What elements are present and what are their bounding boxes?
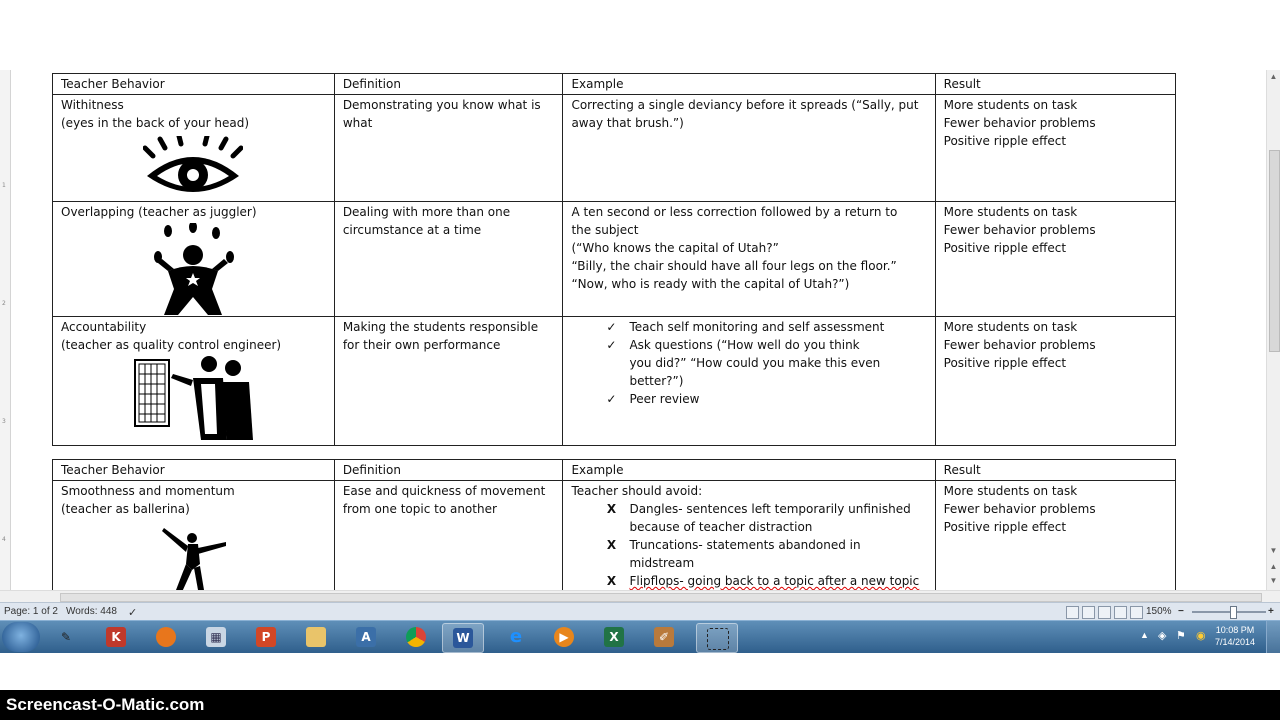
scroll-thumb[interactable] <box>1269 150 1280 352</box>
show-desktop-button[interactable] <box>1266 621 1280 653</box>
definition-cell[interactable] <box>334 95 563 202</box>
example-cell[interactable] <box>563 202 935 317</box>
list-item-text: midstream <box>629 556 695 570</box>
table-row-accountability <box>53 317 1176 446</box>
definition-line: Dealing with more than one <box>342 205 511 219</box>
example-line: (“Who knows the capital of Utah?” <box>571 241 779 255</box>
engineers-icon <box>131 354 255 440</box>
folder-icon <box>306 627 326 647</box>
result-cell[interactable] <box>935 202 1175 317</box>
result-line: More students on task <box>943 98 1078 112</box>
behavior-title: Accountability <box>61 320 147 334</box>
definition-line: Demonstrating you know what is <box>342 98 541 112</box>
list-item-text: Truncations- statements abandoned in <box>629 538 861 552</box>
result-line: Positive ripple effect <box>943 520 1067 534</box>
eye-icon <box>143 136 243 198</box>
page-count[interactable]: Page: 1 of 2 <box>4 606 58 617</box>
draft-icon[interactable] <box>1130 606 1143 619</box>
result-line: More students on task <box>943 484 1078 498</box>
behavior-title: Overlapping (teacher as juggler) <box>61 205 257 219</box>
example-cell[interactable] <box>563 317 935 446</box>
taskbar-app[interactable] <box>644 623 684 651</box>
behavior-table-2 <box>52 459 1176 590</box>
list-item <box>601 390 926 408</box>
ballerina-icon <box>158 524 228 590</box>
result-line: More students on task <box>943 320 1078 334</box>
print-layout-icon[interactable] <box>1066 606 1079 619</box>
result-line: Positive ripple effect <box>943 241 1067 255</box>
word-count[interactable]: Words: 448 <box>66 606 117 617</box>
zoom-slider[interactable] <box>1192 611 1266 613</box>
result-cell[interactable] <box>935 95 1175 202</box>
example-line: the subject <box>571 223 639 237</box>
zoom-level[interactable]: 150% <box>1146 606 1172 617</box>
example-cell[interactable] <box>563 95 935 202</box>
list-item-text: Flipflops- going back to a topic after a new topic <box>629 574 920 588</box>
vertical-ruler: 1 2 3 4 <box>0 70 11 590</box>
header-cell[interactable]: Teacher Behavior <box>53 460 335 481</box>
table-row-withitness <box>53 95 1176 202</box>
behavior-title: Withitness <box>61 98 124 112</box>
ie-icon: e <box>509 626 523 647</box>
x-mark-icon: X <box>606 574 617 588</box>
result-line: Fewer behavior problems <box>943 223 1096 237</box>
result-line: Fewer behavior problems <box>943 338 1096 352</box>
definition-line: what <box>342 116 373 130</box>
taskbar-app[interactable] <box>346 623 386 651</box>
full-screen-reading-icon[interactable] <box>1082 606 1095 619</box>
taskbar-app[interactable] <box>196 623 236 651</box>
taskbar-app[interactable] <box>246 623 286 651</box>
x-mark-icon: X <box>606 538 617 552</box>
taskbar-app[interactable] <box>146 623 186 651</box>
snipping-icon <box>707 628 729 650</box>
taskbar-app[interactable] <box>594 623 634 651</box>
previous-page-icon[interactable]: ▲ <box>1269 562 1278 571</box>
header-cell[interactable]: Result <box>935 74 1175 95</box>
paint-icon: ✐ <box>654 627 674 647</box>
header-cell[interactable]: Result <box>935 460 1175 481</box>
x-mark-icon: X <box>606 502 617 516</box>
example-line: “Now, who is ready with the capital of Utah?”) <box>571 277 850 291</box>
example-line: A ten second or less correction followed by a return to <box>571 205 898 219</box>
zoom-out-button[interactable]: − <box>1178 606 1184 617</box>
example-line: away that brush.”) <box>571 116 684 130</box>
list-item-text: better?”) <box>629 374 684 388</box>
list-item-text: Teach self monitoring and self assessment <box>629 320 885 334</box>
header-cell[interactable]: Example <box>563 74 935 95</box>
definition-line: from one topic to another <box>342 502 497 516</box>
header-cell[interactable]: Definition <box>334 74 563 95</box>
definition-line: for their own performance <box>342 338 501 352</box>
result-line: Fewer behavior problems <box>943 116 1096 130</box>
result-line: Positive ripple effect <box>943 356 1067 370</box>
list-item-text: you did?” “How could you make this even <box>629 356 881 370</box>
taskbar-app[interactable] <box>544 623 584 651</box>
taskbar-app[interactable] <box>396 623 436 651</box>
list-item <box>601 336 926 390</box>
definition-line: Making the students responsible <box>342 320 539 334</box>
clock-date: 7/14/2014 <box>1214 637 1256 647</box>
table-row-overlapping <box>53 202 1176 317</box>
horizontal-scroll-thumb[interactable] <box>60 593 1262 602</box>
example-cell[interactable] <box>563 481 935 591</box>
behavior-title: Smoothness and momentum <box>61 484 235 498</box>
checkmark-icon: ✓ <box>606 320 617 334</box>
taskbar <box>0 620 1280 653</box>
vertical-scrollbar[interactable] <box>1266 70 1280 590</box>
word-icon: W <box>453 628 473 648</box>
behavior-cell[interactable] <box>53 317 335 446</box>
behavior-subtitle: (teacher as quality control engineer) <box>61 338 282 352</box>
zoom-in-button[interactable]: + <box>1268 606 1274 617</box>
behavior-subtitle: (eyes in the back of your head) <box>61 116 250 130</box>
table-header-row <box>53 74 1176 95</box>
example-line: Correcting a single deviancy before it spreads (“Sally, put <box>571 98 919 112</box>
checkmark-icon: ✓ <box>606 338 617 352</box>
result-line: More students on task <box>943 205 1078 219</box>
excel-icon: X <box>604 627 624 647</box>
table-row-smoothness <box>53 481 1176 591</box>
header-cell[interactable]: Example <box>563 460 935 481</box>
list-item-text: Dangles- sentences left temporarily unfinished <box>629 502 911 516</box>
table-header-row <box>53 460 1176 481</box>
definition-line: Ease and quickness of movement <box>342 484 546 498</box>
jump-icon: K <box>106 627 126 647</box>
behavior-subtitle: (teacher as ballerina) <box>61 502 190 516</box>
clock[interactable] <box>1210 624 1260 648</box>
chrome-icon <box>406 627 426 647</box>
show-hidden-icons-icon[interactable]: ▲ <box>1140 630 1149 640</box>
scroll-up-icon[interactable]: ▲ <box>1269 72 1278 81</box>
definition-cell[interactable] <box>334 481 563 591</box>
list-item-text: Ask questions (“How well do you think <box>629 338 860 352</box>
header-cell[interactable]: Teacher Behavior <box>53 74 335 95</box>
taskbar-app[interactable] <box>96 623 136 651</box>
scroll-down-icon[interactable]: ▼ <box>1269 546 1278 555</box>
next-page-icon[interactable]: ▼ <box>1269 576 1278 585</box>
example-checklist <box>571 318 926 408</box>
firefox-icon <box>156 627 176 647</box>
result-line: Fewer behavior problems <box>943 502 1096 516</box>
definition-cell[interactable] <box>334 202 563 317</box>
flag-icon[interactable]: ⚑ <box>1176 630 1186 642</box>
definition-line: circumstance at a time <box>342 223 482 237</box>
outline-icon[interactable] <box>1114 606 1127 619</box>
clock-time: 10:08 PM <box>1215 625 1255 635</box>
example-intro: Teacher should avoid: <box>571 484 703 498</box>
definition-cell[interactable] <box>334 317 563 446</box>
header-cell[interactable]: Definition <box>334 460 563 481</box>
pen-tool-icon: ✎ <box>60 630 72 644</box>
result-cell[interactable] <box>935 317 1175 446</box>
taskbar-app[interactable] <box>46 623 86 651</box>
behavior-cell[interactable] <box>53 481 335 591</box>
recording-icon[interactable]: ◉ <box>1196 630 1206 642</box>
web-layout-icon[interactable] <box>1098 606 1111 619</box>
network-icon[interactable]: ◈ <box>1158 630 1167 642</box>
proofing-icon[interactable]: ✓ <box>128 607 138 619</box>
media-player-icon: ▶ <box>554 627 574 647</box>
behavior-cell[interactable] <box>53 202 335 317</box>
juggler-icon <box>148 223 238 315</box>
behavior-cell[interactable] <box>53 95 335 202</box>
powerpoint-icon: P <box>256 627 276 647</box>
behavior-table-1 <box>52 73 1176 446</box>
example-avoid-list <box>571 500 926 590</box>
status-bar <box>0 602 1280 621</box>
list-item-text: Peer review <box>629 392 700 406</box>
taskbar-app[interactable] <box>496 623 536 651</box>
result-cell[interactable] <box>935 481 1175 591</box>
list-item <box>601 536 926 572</box>
watermark: Screencast-O-Matic.com <box>6 695 205 714</box>
checkmark-icon: ✓ <box>606 392 617 406</box>
list-item-text: because of teacher distraction <box>629 520 813 534</box>
list-item <box>601 572 926 590</box>
list-item <box>601 500 926 536</box>
taskbar-app[interactable] <box>296 623 336 651</box>
example-line: “Billy, the chair should have all four legs on the floor.” <box>571 259 897 273</box>
list-item <box>601 318 926 336</box>
taskbar-app-word-active[interactable] <box>442 623 484 653</box>
taskbar-app-snipping[interactable] <box>696 623 738 653</box>
zoom-slider-knob[interactable] <box>1230 606 1237 619</box>
reader-icon: A <box>356 627 376 647</box>
start-button[interactable] <box>2 622 40 652</box>
result-line: Positive ripple effect <box>943 134 1067 148</box>
calculator-icon: ▦ <box>206 627 226 647</box>
